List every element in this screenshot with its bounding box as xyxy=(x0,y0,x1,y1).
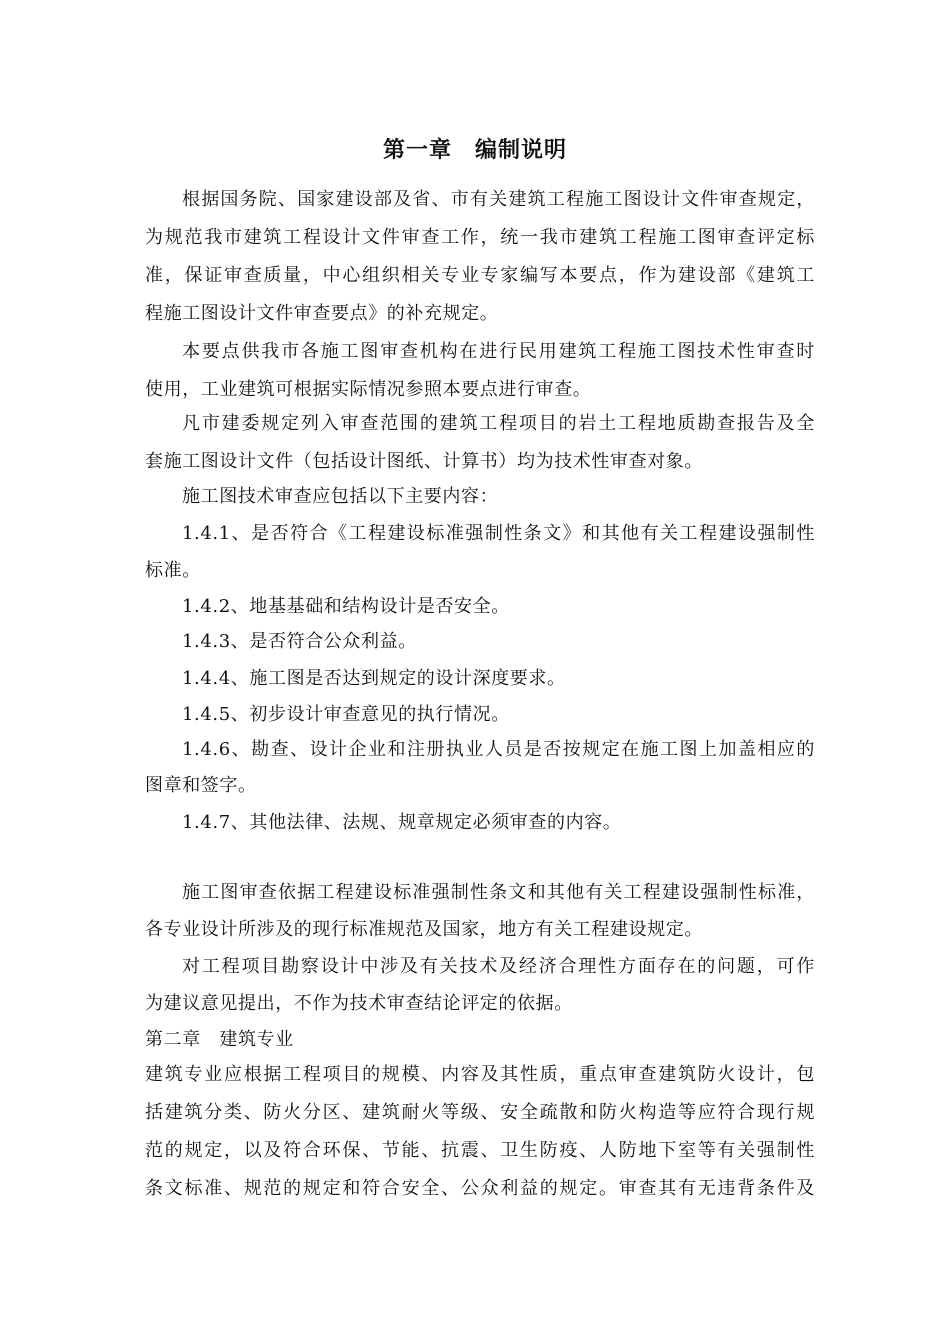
body-line: 套施工图设计文件（包括设计图纸、计算书）均为技术性审查对象。 xyxy=(145,451,703,472)
body-line: 使用，工业建筑可根据实际情况参照本要点进行审查。 xyxy=(145,379,592,400)
body-line: 对工程项目勘察设计中涉及有关技术及经济合理性方面存在的问题，可作 xyxy=(182,956,815,977)
list-item-continuation: 图章和签字。 xyxy=(145,775,257,796)
body-line: 括建筑分类、防火分区、建筑耐火等级、安全疏散和防火构造等应符合现行规 xyxy=(145,1102,815,1123)
list-item: 1.4.6、勘查、设计企业和注册执业人员是否按规定在施工图上加盖相应的 xyxy=(182,739,815,760)
body-line: 本要点供我市各施工图审查机构在进行民用建筑工程施工图技术性审查时 xyxy=(182,341,815,362)
body-line: 准，保证审查质量，中心组织相关专业专家编写本要点，作为建设部《建筑工 xyxy=(145,265,815,286)
list-item-continuation: 标准。 xyxy=(145,560,201,581)
list-item: 1.4.4、施工图是否达到规定的设计深度要求。 xyxy=(182,668,566,689)
list-item: 1.4.3、是否符合公众利益。 xyxy=(182,631,417,652)
body-line: 根据国务院、国家建设部及省、市有关建筑工程施工图设计文件审查规定， xyxy=(182,189,815,210)
list-item: 1.4.7、其他法律、法规、规章规定必须审查的内容。 xyxy=(182,812,622,833)
body-line: 施工图审查依据工程建设标准强制性条文和其他有关工程建设强制性标准， xyxy=(182,882,815,903)
body-line: 为规范我市建筑工程设计文件审查工作，统一我市建筑工程施工图审查评定标 xyxy=(145,227,815,248)
body-line: 凡市建委规定列入审查范围的建筑工程项目的岩土工程地质勘查报告及全 xyxy=(182,413,815,434)
body-line: 程施工图设计文件审查要点》的补充规定。 xyxy=(145,303,499,324)
body-line: 条文标准、规范的规定和符合安全、公众利益的规定。审查其有无违背条件及 xyxy=(145,1178,815,1199)
chapter-title: 第一章 编制说明 xyxy=(382,138,567,163)
body-line: 为建议意见提出，不作为技术审查结论评定的依据。 xyxy=(145,993,573,1014)
body-line: 范的规定，以及符合环保、节能、抗震、卫生防疫、人防地下室等有关强制性 xyxy=(145,1140,815,1161)
body-line: 施工图技术审查应包括以下主要内容： xyxy=(182,486,499,507)
body-line: 各专业设计所涉及的现行标准规范及国家，地方有关工程建设规定。 xyxy=(145,919,703,940)
body-line: 建筑专业应根据工程项目的规模、内容及其性质，重点审查建筑防火设计，包 xyxy=(145,1064,815,1085)
list-item: 1.4.1、是否符合《工程建设标准强制性条文》和其他有关工程建设强制性 xyxy=(182,523,815,544)
list-item: 1.4.2、地基基础和结构设计是否安全。 xyxy=(182,596,510,617)
list-item: 1.4.5、初步设计审查意见的执行情况。 xyxy=(182,704,510,725)
chapter-heading: 第二章 建筑专业 xyxy=(145,1029,294,1050)
